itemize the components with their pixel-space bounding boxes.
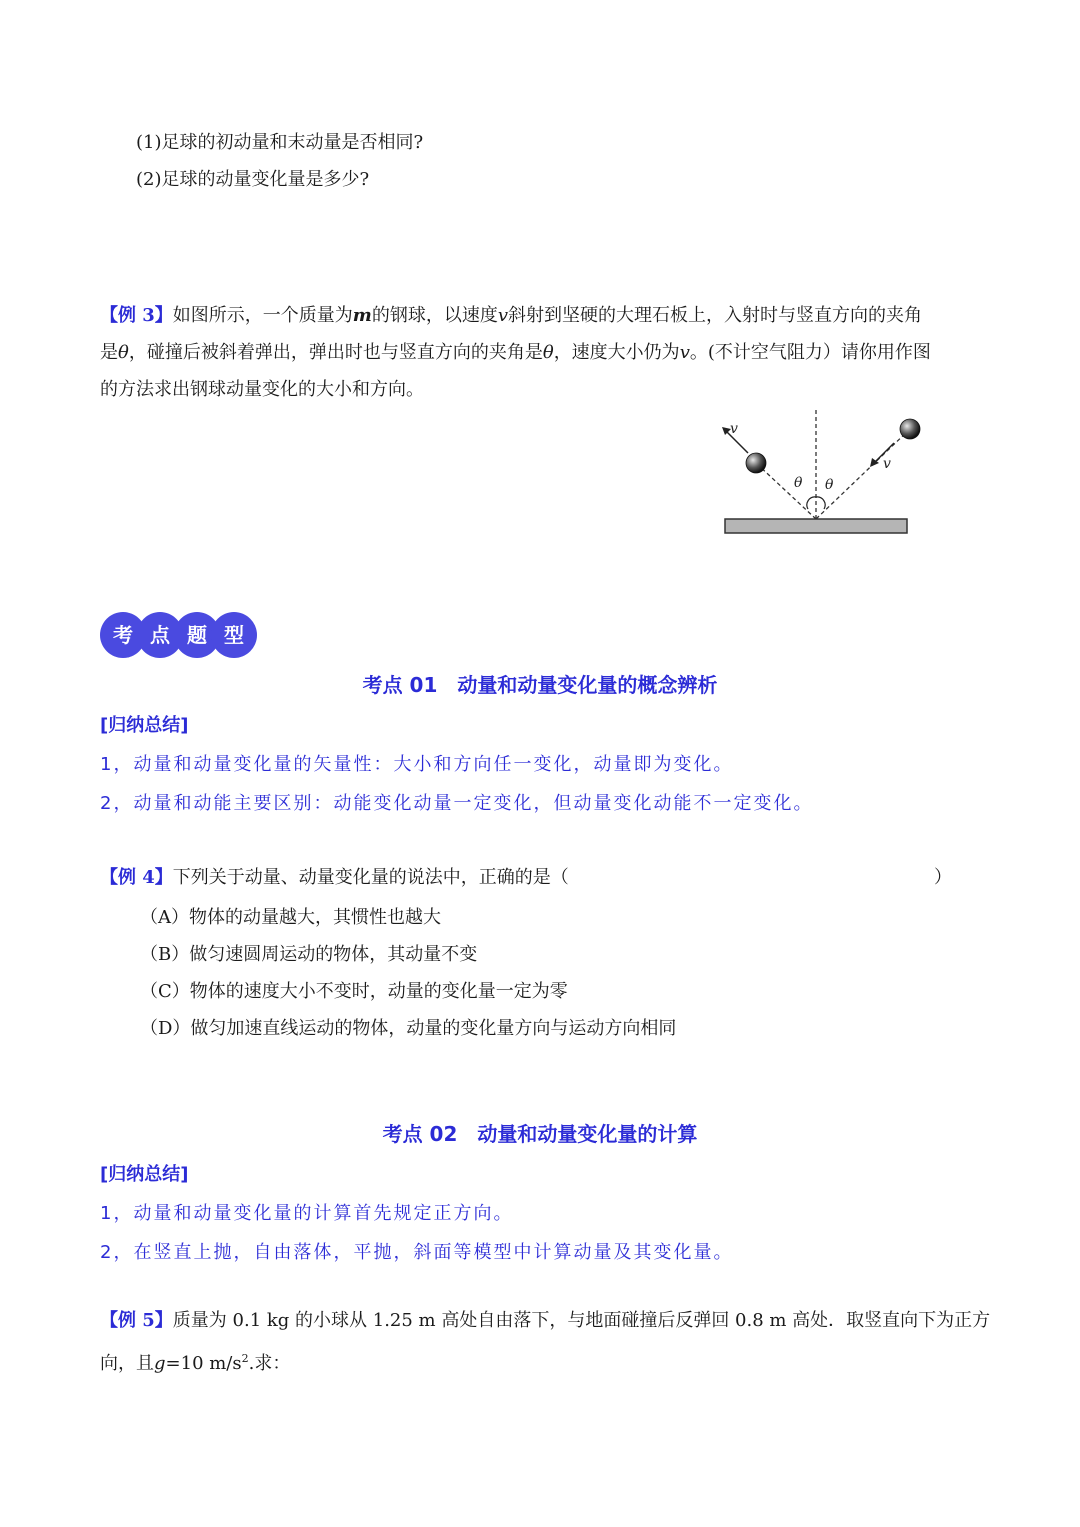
- question-2: (2)足球的动量变化量是多少?: [136, 169, 370, 190]
- choice-d: （D）做匀加速直线运动的物体，动量的变化量方向与运动方向相同: [140, 1018, 677, 1039]
- label-theta-left: θ: [794, 475, 803, 491]
- incident-path: [816, 429, 910, 519]
- example4-tag: 【例 4】: [100, 867, 173, 888]
- point2-summary-1: 1，动量和动量变化量的计算首先规定正方向。: [100, 1203, 514, 1224]
- example3-line3: 的方法求出钢球动量变化的大小和方向。: [100, 379, 424, 400]
- point2-title: 考点 02 动量和动量变化量的计算: [382, 1122, 698, 1146]
- choice-a: （A）物体的动量越大，其惯性也越大: [140, 907, 441, 928]
- label-v-right: v: [883, 456, 891, 472]
- example5-line2: 向，且g=10 $m/s^2$.求：: [100, 1352, 291, 1374]
- label-v-left: v: [730, 421, 738, 437]
- example3-line2: 是θ，碰撞后被斜着弹出，弹出时也与竖直方向的夹角是θ，速度大小仍为v。(不计空气阻力）请你用作图: [100, 342, 931, 363]
- badge-char-4: 型: [211, 612, 257, 658]
- example3-line1: 【例 3】如图所示，一个质量为m的钢球，以速度v斜射到坚硬的大理石板上，入射时与竖直方向的夹角: [100, 305, 923, 326]
- steel-ball-reflection-figure: [700, 405, 930, 545]
- reflected-path: [756, 463, 816, 519]
- outgoing-ball: [746, 453, 766, 473]
- marble-slab: [725, 519, 907, 533]
- badge-char-3: 题: [174, 612, 220, 658]
- point1-summary-title: [归纳总结]: [100, 715, 189, 736]
- point1-summary-1: 1，动量和动量变化量的矢量性：大小和方向任一变化，动量即为变化。: [100, 754, 734, 775]
- example4-close-paren: ）: [934, 867, 952, 888]
- choice-c: （C）物体的速度大小不变时，动量的变化量一定为零: [140, 981, 568, 1002]
- question-1: (1)足球的初动量和末动量是否相同?: [136, 132, 424, 153]
- section-badge: [100, 612, 260, 658]
- example5-line1: 【例 5】质量为 0.1 kg 的小球从 1.25 m 高处自由落下，与地面碰撞后反弹回 0.8 m 高处．取竖直向下为正方: [100, 1310, 991, 1331]
- example5-tag: 【例 5】: [100, 1310, 173, 1331]
- example3-tag: 【例 3】: [100, 305, 173, 326]
- point2-summary-2: 2，在竖直上抛，自由落体，平抛，斜面等模型中计算动量及其变化量。: [100, 1242, 734, 1263]
- example4-stem: 【例 4】下列关于动量、动量变化量的说法中，正确的是（: [100, 867, 569, 888]
- right-angle-arc: [816, 497, 825, 509]
- point1-summary-2: 2，动量和动能主要区别：动能变化动量一定变化，但动量变化动能不一定变化。: [100, 793, 814, 814]
- label-theta-right: θ: [825, 477, 834, 493]
- choice-b: （B）做匀速圆周运动的物体，其动量不变: [140, 944, 478, 965]
- badge-char-2: 点: [137, 612, 183, 658]
- incoming-ball: [900, 419, 920, 439]
- left-angle-arc: [807, 497, 816, 509]
- badge-char-1: 考: [100, 612, 146, 658]
- point2-summary-title: [归纳总结]: [100, 1164, 189, 1185]
- point1-title: 考点 01 动量和动量变化量的概念辨析: [362, 673, 718, 697]
